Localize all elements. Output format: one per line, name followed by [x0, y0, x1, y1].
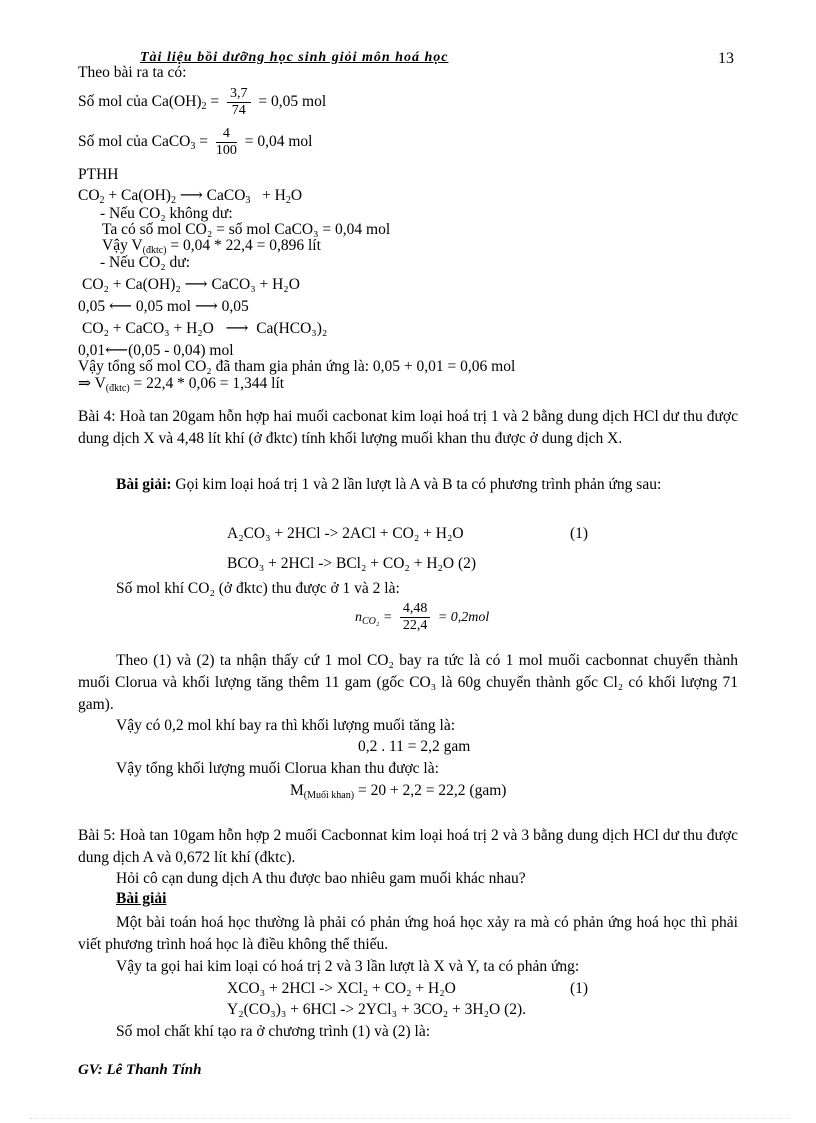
fraction-numerator: 4: [216, 126, 237, 143]
eq-part: CaCO: [206, 187, 246, 204]
right-arrow-icon: ⟶: [184, 276, 208, 294]
text: = 22,4 * 0,06 = 1,344 lít: [129, 375, 285, 392]
fraction-denominator: 22,4: [402, 618, 428, 634]
eq-part: + H: [262, 187, 286, 204]
solution-label: Bài giải:: [116, 476, 172, 493]
eq-part: Ca(HCO₃)₂: [256, 320, 328, 337]
fraction-denominator: 100: [215, 142, 237, 158]
bai4-paragraph-3: Vậy có 0,2 mol khí bay ra thì khối lượng muối tăng là:: [116, 717, 456, 734]
ratio-line-1: [78, 298, 249, 316]
pthh-label: PTHH: [78, 166, 119, 183]
right-arrow-icon: ⟶: [179, 187, 203, 205]
page-header-title: Tài liệu bồi dưỡng học sinh giỏi môn hoá học: [140, 50, 449, 65]
bottom-divider: [30, 1118, 790, 1119]
value: 0,05: [221, 298, 249, 315]
bai4-eq2: BCO₃ + 2HCl -> BCl₂ + CO₂ + H₂O (2): [227, 555, 477, 572]
intro-line: Theo bài ra ta có:: [78, 64, 187, 81]
bai5-paragraph-4: Vậy ta gọi hai kim loại có hoá trị 2 và 3 lần lượt là X và Y, ta có phản ứng:: [116, 958, 580, 975]
subscript: (đktc): [105, 383, 130, 394]
bai4-paragraph-4: Vậy tổng khối lượng muối Clorua khan thu được là:: [116, 760, 439, 777]
final-line: [78, 375, 284, 398]
total-line: Vậy tổng số mol CO₂ đã tham gia phản ứng là: 0,05 + 0,01 = 0,06 mol: [78, 358, 516, 375]
mol-caco3-line: Số mol của CaCO$_3$ = $\frac{4}{100}$ = 0,04 mol: [78, 125, 313, 158]
case-1-heading: - Nếu CO₂ không dư:: [100, 205, 233, 222]
mol-caco3-result: = 0,04 mol: [244, 133, 313, 150]
right-arrow-icon: ⟶: [194, 298, 218, 316]
bai5-eq2: Y₂(CO₃)₃ + 6HCl -> 2YCl₃ + 3CO₂ + 3H₂O (2).: [227, 1001, 527, 1018]
text: Vậy V: [102, 237, 143, 254]
equation-2: [82, 276, 300, 294]
eq-part: CO₂ + CaCO₃ + H₂O: [82, 320, 214, 337]
case-1-line-a: Ta có số mol CO₂ = số mol CaCO₃ = 0,04 mol: [102, 221, 391, 238]
bai4-problem: Bài 4: Hoà tan 20gam hỗn hợp hai muối cacbonat kim loại hoá trị 1 và 2 bằng dung dịch HCl dư thu được dung dịch X và 4,48 lít khí (ở đktc) tính khối lượng muối khan thu được ở dung dịch X.: [78, 408, 738, 447]
footer-author: GV: Lê Thanh Tính: [78, 1062, 202, 1078]
n-fraction: [400, 601, 431, 634]
equation-1: $CO_2 + Ca(OH)_2$ ⟶ CaCO$_3$ + $H_2O$: [78, 187, 303, 206]
bai5-eq1: XCO₃ + 2HCl -> XCl₂ + CO₂ + H₂O: [227, 980, 456, 997]
bai4-mol-line: Số mol khí CO₂ (ở đktc) thu được ở 1 và 2 là:: [116, 580, 400, 597]
text: n: [355, 610, 362, 625]
bai5-solution-label: Bài giải: [116, 890, 167, 907]
value: 0,05 mol: [135, 298, 191, 315]
bai5-paragraph-3: Một bài toán hoá học thường là phải có phản ứng hoá học xảy ra mà có phản ứng hoá học thì phải viết phương trình hoá học là điều không thể thiếu.: [78, 914, 738, 953]
left-arrow-icon: ⟵: [105, 342, 129, 360]
subscript: (đktc): [142, 245, 167, 256]
mol-caco3-label: Số mol của CaCO: [78, 133, 191, 150]
left-arrow-icon: ⟵: [109, 298, 132, 316]
equation-3: [82, 320, 327, 338]
text: = 0,04 * 22,4 = 0,896 lít: [166, 237, 321, 254]
text: = 20 + 2,2 = 22,2 (gam): [354, 782, 507, 799]
fraction-numerator: 3,7: [227, 86, 251, 103]
text: Gọi kim loại hoá trị 1 và 2 lần lượt là A và B ta có phương trình phản ứng sau:: [171, 476, 662, 493]
bai4-solution-intro: [78, 474, 738, 496]
right-arrow-icon: ⟶: [225, 320, 249, 338]
bai4-paragraph-2: Theo (1) và (2) ta nhận thấy cứ 1 mol CO₂ bay ra tức là có 1 mol muối cacbonnat chuyển thành muối Clorua và khối lượng tăng thêm 11 gam (gốc CO₃ là 60g chuyển thành gốc Cl₂ có khối lượng 71 gam).: [78, 652, 738, 713]
value: (0,05 - 0,04) mol: [128, 342, 234, 359]
eq-part: + Ca(OH): [108, 187, 171, 204]
bai4-eq1-tag: (1): [570, 525, 589, 542]
bai4-n-formula: $n_{CO_2}$ = $\frac{4,48}{22,4}$ = 0,2mol: [355, 601, 490, 634]
subscript: (Muối khan): [303, 790, 355, 801]
page-number: 13: [718, 50, 734, 67]
bai5-paragraph-5: Số mol chất khí tạo ra ở chương trình (1) và (2) là:: [116, 1023, 431, 1040]
eq-part: CO: [78, 187, 100, 204]
subscript: CO₂: [362, 616, 380, 627]
value: 0,01: [78, 342, 106, 359]
bai4-calc-2: [290, 782, 506, 805]
bai5-eq1-tag: (1): [570, 980, 589, 997]
mol-caoh2-result: = 0,05 mol: [258, 93, 327, 110]
bai4-calc-1: 0,2 . 11 = 2,2 gam: [358, 738, 471, 755]
fraction-numerator: 4,48: [400, 601, 431, 618]
bai5-problem: Bài 5: Hoà tan 10gam hỗn hợp 2 muối Cacbonnat kim loại hoá trị 2 và 3 bằng dung dịch HCl dư thu được dung dịch A và 0,672 lít khí (đktc).: [78, 827, 738, 866]
eq-part: CaCO₃ + H₂O: [211, 276, 300, 293]
mol-caco3-fraction: [216, 126, 237, 159]
eq-part: CO₂ + Ca(OH)₂: [82, 276, 181, 293]
text: M: [290, 782, 304, 799]
case-2-heading: - Nếu CO₂ dư:: [100, 254, 191, 271]
mol-caoh2-fraction: [227, 86, 251, 119]
text: = 0,2mol: [437, 610, 490, 625]
text: ⇒ V: [78, 375, 106, 392]
mol-caoh2-line: Số mol của $Ca(OH)_2$ = $\frac{3,7}{74}$ = 0,05 mol: [78, 85, 327, 118]
bai5-question: Hỏi cô cạn dung dịch A thu được bao nhiêu gam muối khác nhau?: [116, 870, 526, 887]
fraction-denominator: 74: [231, 102, 246, 118]
value: 0,05: [78, 298, 106, 315]
mol-caoh2-label: Số mol của Ca(OH): [78, 93, 202, 110]
bai4-eq1: A₂CO₃ + 2HCl -> 2ACl + CO₂ + H₂O: [227, 525, 464, 542]
